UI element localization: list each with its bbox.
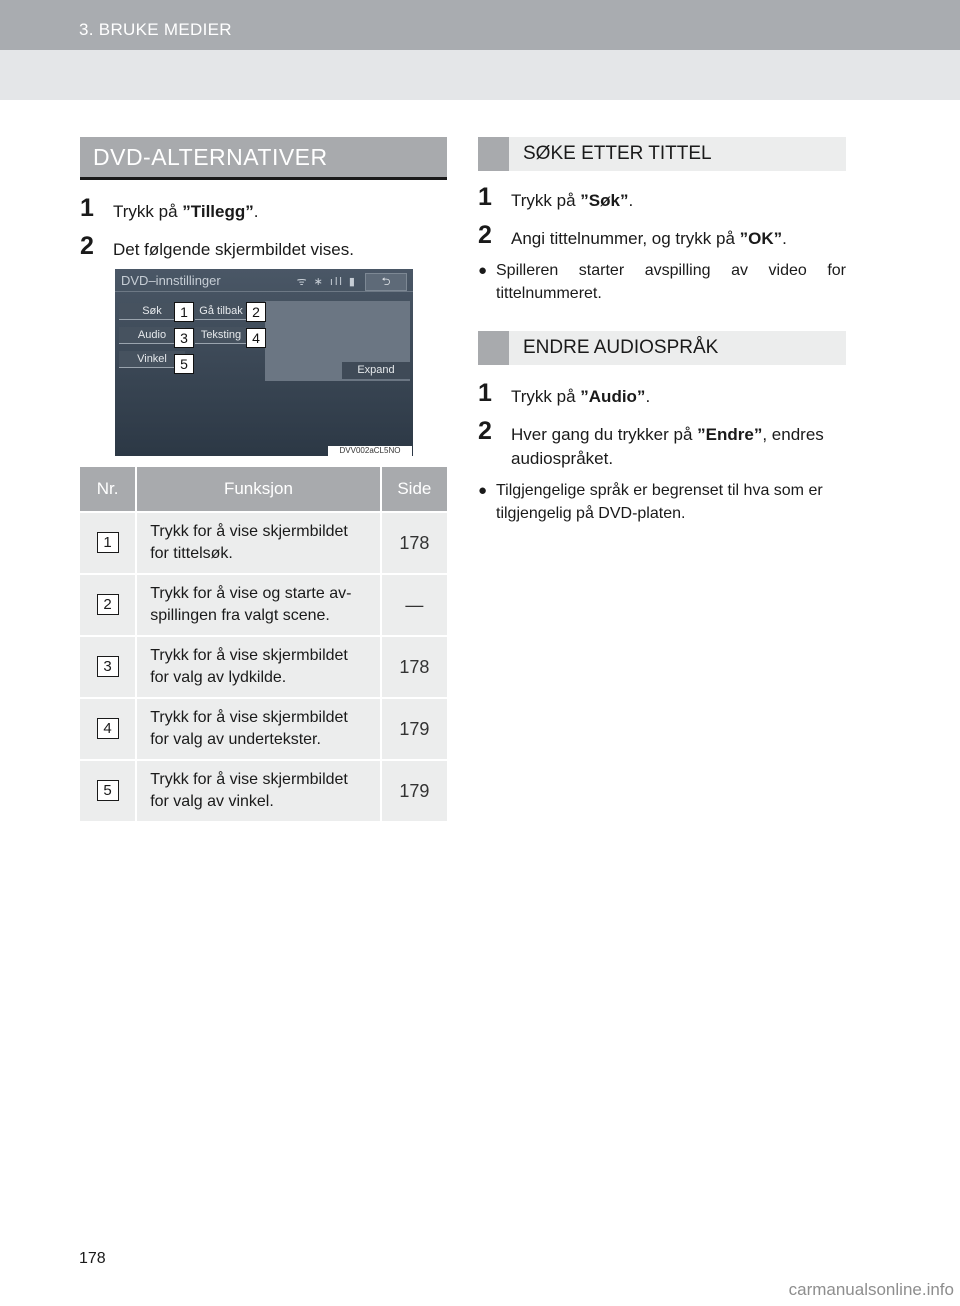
table-row bbox=[80, 760, 447, 821]
row-number: 3 bbox=[97, 656, 119, 677]
page-number: 178 bbox=[79, 1250, 106, 1267]
expand-button: Expand bbox=[342, 362, 410, 379]
row-page: — bbox=[381, 574, 447, 636]
divider bbox=[115, 291, 413, 292]
row-number: 1 bbox=[97, 532, 119, 553]
row-number: 2 bbox=[97, 594, 119, 615]
keyword: ”Endre” bbox=[697, 425, 763, 444]
step-number: 1 bbox=[80, 194, 94, 222]
marker-3: 3 bbox=[174, 328, 194, 348]
search-step-1: 1 Trykk på ”Søk”. bbox=[478, 183, 634, 211]
left-column bbox=[80, 137, 447, 262]
subtitle-button: Teksting bbox=[195, 327, 247, 344]
step-number: 2 bbox=[478, 417, 492, 445]
row-function-line1: Trykk for å vise og starte av- bbox=[150, 585, 352, 602]
audio-button: Audio bbox=[119, 327, 185, 344]
keyword: ”Audio” bbox=[580, 387, 646, 406]
audio-note: ● Tilgjengelige språk er begrenset til hva som er tilgjengelig på DVD-platen. bbox=[478, 479, 846, 525]
status-icons: ᯤ ∗ ıll ▮ bbox=[296, 276, 357, 288]
step-1: 1 Trykk på ”Tillegg”. bbox=[80, 194, 259, 222]
row-function-line2: for valg av undertekster. bbox=[150, 731, 321, 748]
go-back-button: Gå tilbak bbox=[195, 303, 247, 320]
row-page: 178 bbox=[381, 512, 447, 574]
row-function-line2: for valg av vinkel. bbox=[150, 793, 274, 810]
table-header-row bbox=[80, 467, 447, 512]
row-function-line1: Trykk for å vise skjermbildet bbox=[150, 523, 348, 540]
bullet-icon: ● bbox=[478, 262, 488, 279]
row-function-line1: Trykk for å vise skjermbildet bbox=[150, 647, 348, 664]
step-2: 2 Det følgende skjermbildet vises. bbox=[80, 232, 354, 260]
watermark: carmanualsonline.info bbox=[788, 1280, 954, 1299]
image-code: DVV002aCL5NO bbox=[328, 446, 412, 456]
marker-2: 2 bbox=[246, 302, 266, 322]
section-title-audio-language: ENDRE AUDIOSPRÅK bbox=[478, 331, 846, 365]
chapter-title: 3. BRUKE MEDIER bbox=[79, 20, 232, 39]
section-tab bbox=[478, 137, 509, 171]
header-page: Side bbox=[381, 467, 447, 512]
section-title-dvd-options: DVD-ALTERNATIVER bbox=[80, 137, 447, 180]
bullet-icon: ● bbox=[478, 482, 488, 499]
search-button: Søk bbox=[119, 303, 185, 320]
marker-4: 4 bbox=[246, 328, 266, 348]
header-subband bbox=[0, 50, 960, 100]
table-row bbox=[80, 698, 447, 760]
audio-step-2: 2 Hver gang du trykker på ”Endre”, endres audiospråket. bbox=[478, 417, 824, 468]
header-function: Funksjon bbox=[136, 467, 381, 512]
table-row bbox=[80, 512, 447, 574]
search-note: ● Spilleren starter avspilling av video for tittelnummeret. bbox=[478, 259, 846, 305]
angle-button: Vinkel bbox=[119, 351, 185, 368]
step-number: 1 bbox=[478, 183, 492, 211]
row-page: 179 bbox=[381, 760, 447, 821]
row-number: 4 bbox=[97, 718, 119, 739]
step-number: 1 bbox=[478, 379, 492, 407]
row-page: 179 bbox=[381, 698, 447, 760]
step-number: 2 bbox=[478, 221, 492, 249]
row-function-line2: for valg av lydkilde. bbox=[150, 669, 287, 686]
step-number: 2 bbox=[80, 232, 94, 260]
back-icon: ⮌ bbox=[365, 273, 407, 291]
function-table bbox=[80, 467, 447, 821]
screen-title: DVD–innstillinger bbox=[121, 273, 221, 288]
table-row bbox=[80, 574, 447, 636]
row-page: 178 bbox=[381, 636, 447, 698]
keyword: ”Søk” bbox=[580, 191, 629, 210]
row-function-line2: for tittelsøk. bbox=[150, 545, 233, 562]
row-function-line2: spillingen fra valgt scene. bbox=[150, 607, 330, 624]
keyword: ”Tillegg” bbox=[182, 202, 254, 221]
row-number: 5 bbox=[97, 780, 119, 801]
marker-1: 1 bbox=[174, 302, 194, 322]
row-function-line1: Trykk for å vise skjermbildet bbox=[150, 709, 348, 726]
search-step-2: 2 Angi tittelnummer, og trykk på ”OK”. bbox=[478, 221, 787, 249]
row-function-line1: Trykk for å vise skjermbildet bbox=[150, 771, 348, 788]
audio-step-1: 1 Trykk på ”Audio”. bbox=[478, 379, 651, 407]
marker-5: 5 bbox=[174, 354, 194, 374]
keyword: ”OK” bbox=[739, 229, 783, 248]
right-column bbox=[478, 137, 846, 525]
header-nr: Nr. bbox=[80, 467, 136, 512]
section-tab bbox=[478, 331, 509, 365]
table-row bbox=[80, 636, 447, 698]
dvd-settings-screenshot bbox=[115, 269, 413, 456]
section-title-search-title: SØKE ETTER TITTEL bbox=[478, 137, 846, 171]
